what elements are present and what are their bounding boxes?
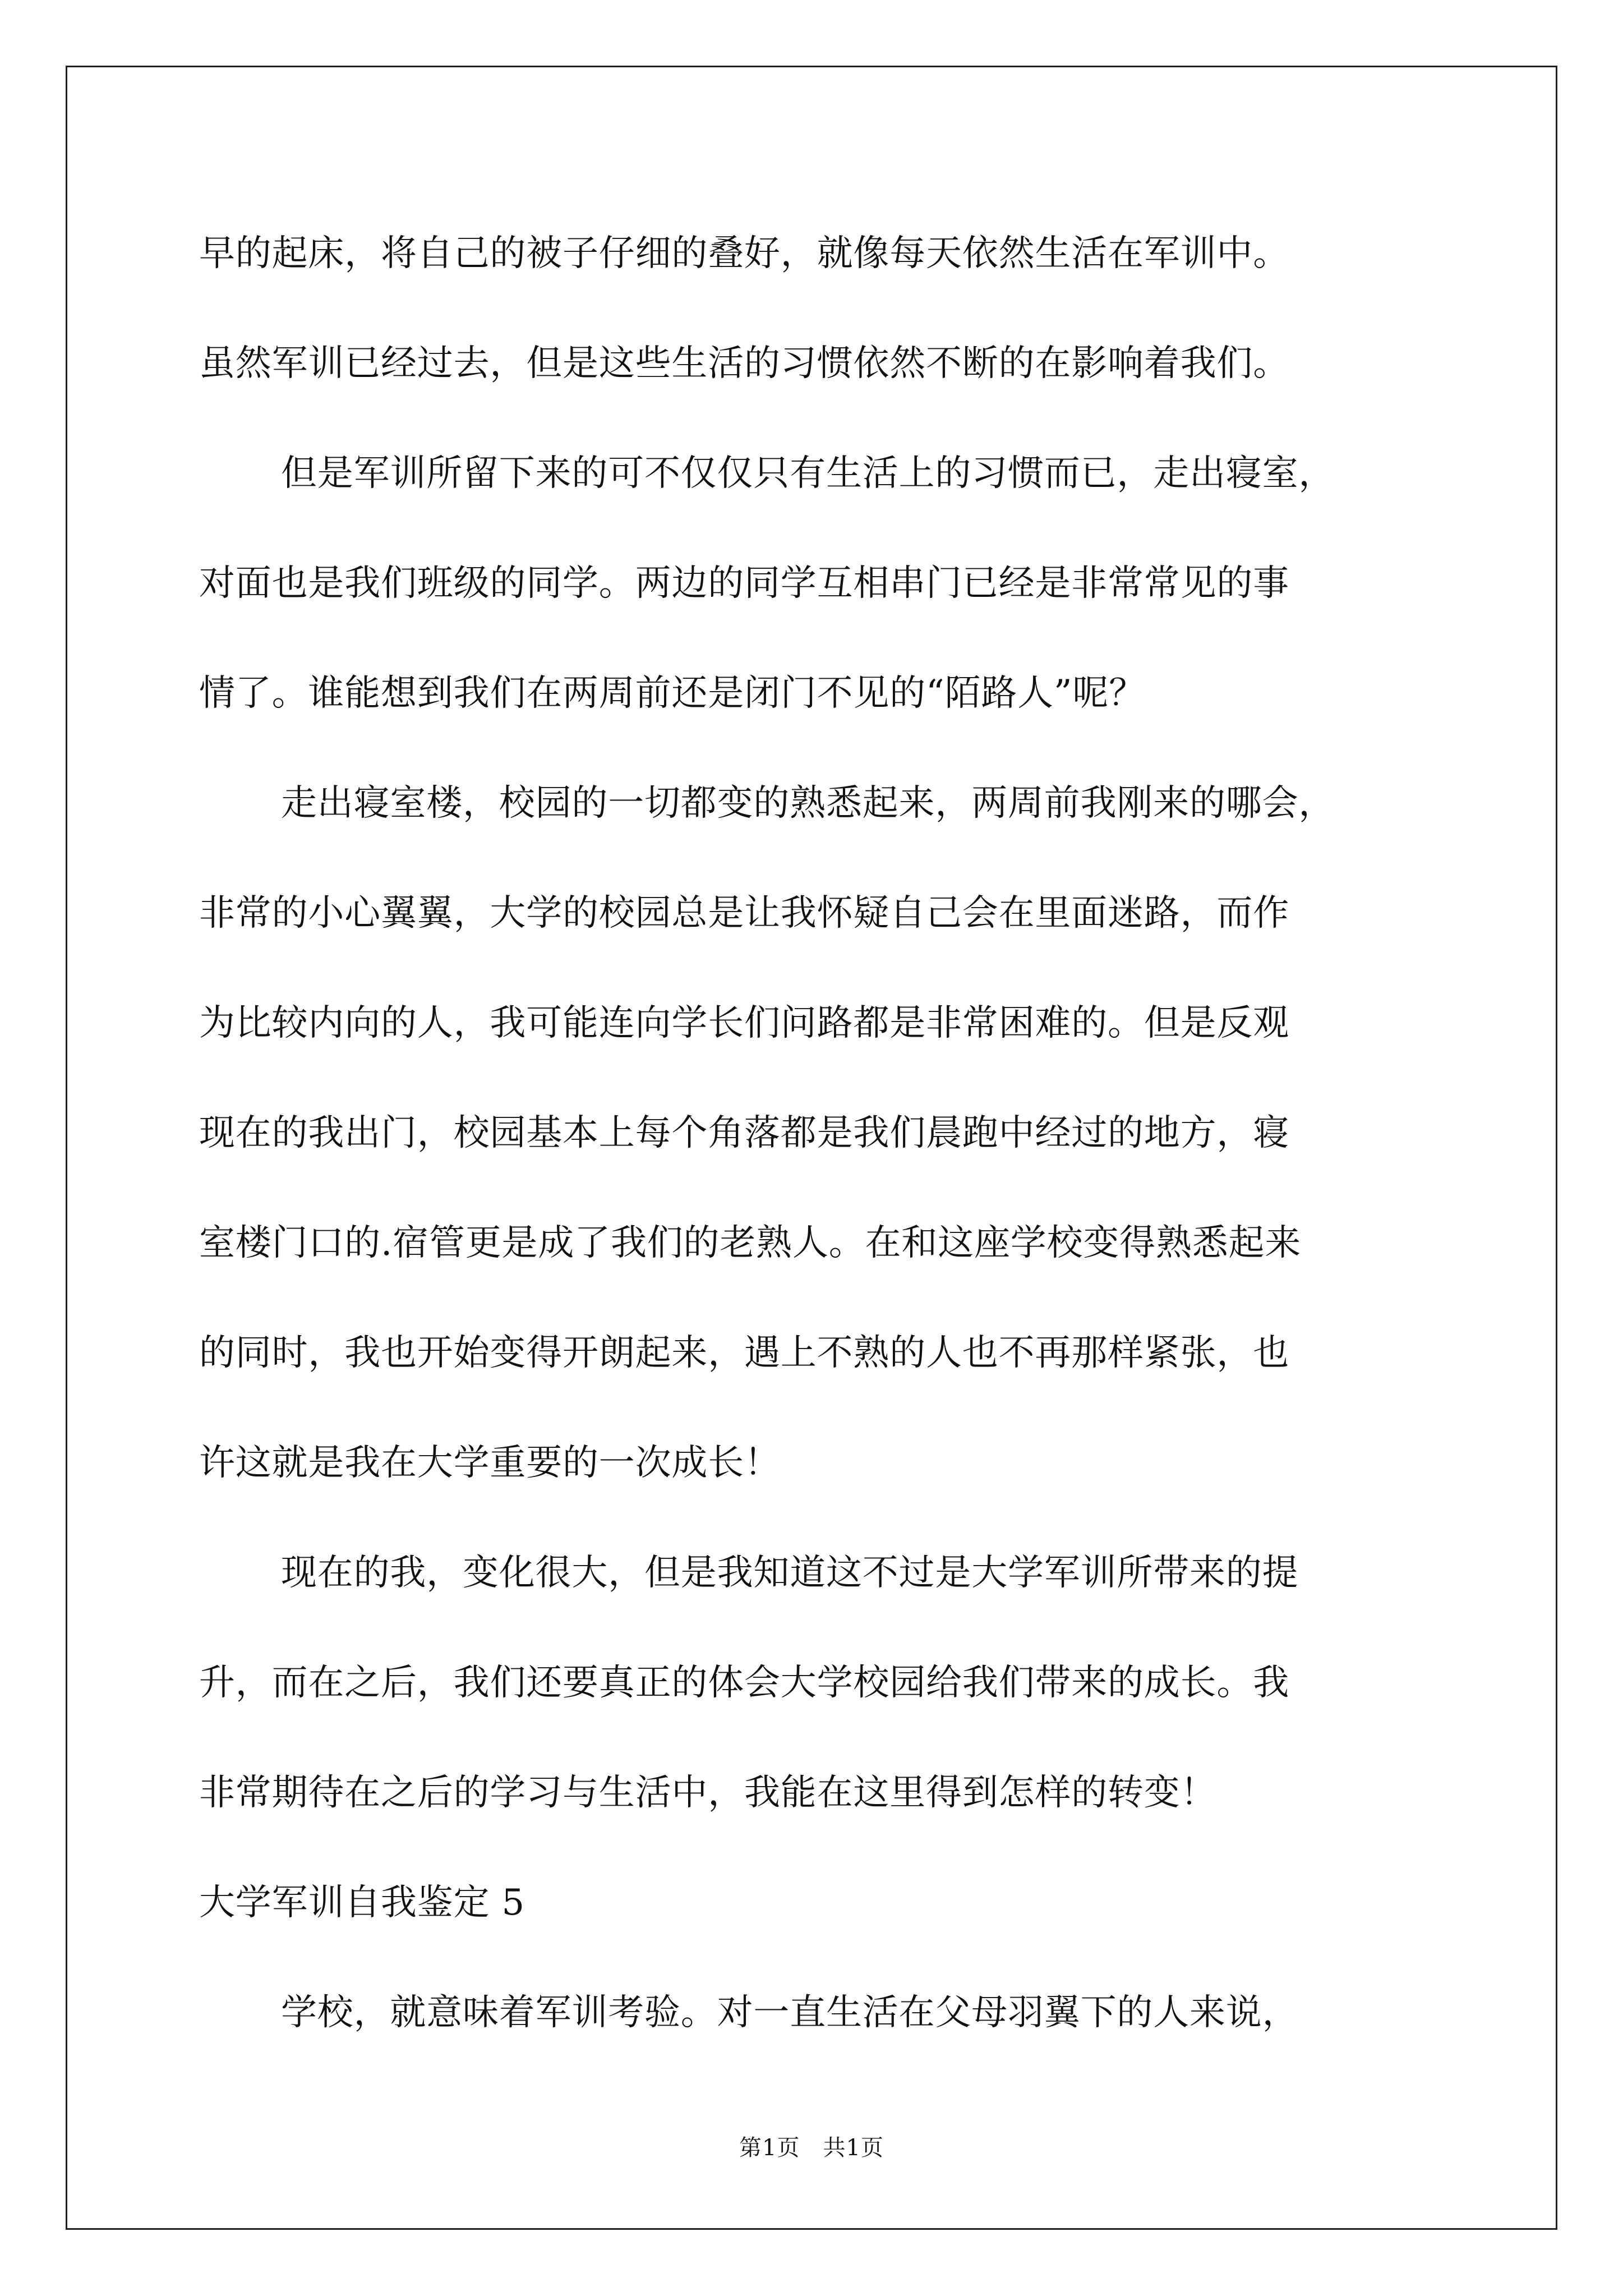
text-line-4: 对面也是我们班级的同学。两边的同学互相串门已经是非常常见的事 bbox=[199, 563, 1289, 604]
text-line-5: 情了。谁能想到我们在两周前还是闭门不见的“陌路人”呢？ bbox=[199, 673, 1146, 714]
text-line-9: 现在的我出门，校园基本上每个角落都是我们晨跑中经过的地方，寝 bbox=[199, 1112, 1289, 1154]
text-line-15: 非常期待在之后的学习与生活中，我能在这里得到怎样的转变！ bbox=[199, 1772, 1217, 1814]
text-line-14: 升，而在之后，我们还要真正的体会大学校园给我们带来的成长。我 bbox=[199, 1662, 1289, 1704]
text-line-11: 的同时，我也开始变得开朗起来，遇上不熟的人也不再那样紧张，也 bbox=[199, 1332, 1289, 1374]
text-line-1: 早的起床，将自己的被子仔细的叠好，就像每天依然生活在军训中。 bbox=[199, 233, 1289, 274]
text-line-12: 许这就是我在大学重要的一次成长！ bbox=[199, 1442, 781, 1484]
text-line-8: 为比较内向的人，我可能连向学长们问路都是非常困难的。但是反观 bbox=[199, 1002, 1289, 1044]
section-heading: 大学军训自我鉴定 5 bbox=[199, 1882, 525, 1924]
text-line-2: 虽然军训已经过去，但是这些生活的习惯依然不断的在影响着我们。 bbox=[199, 343, 1289, 384]
paragraph-start-line-6: 走出寝室楼，校园的一切都变的熟悉起来，两周前我刚来的哪会， bbox=[281, 783, 1335, 824]
paragraph-start-line-13: 现在的我，变化很大，但是我知道这不过是大学军训所带来的提 bbox=[281, 1552, 1299, 1594]
paragraph-start-line-17: 学校，就意味着军训考验。对一直生活在父母羽翼下的人来说， bbox=[281, 1992, 1299, 2033]
paragraph-start-line-3: 但是军训所留下来的可不仅仅只有生活上的习惯而已，走出寝室， bbox=[281, 453, 1335, 494]
text-line-10: 室楼门口的.宿管更是成了我们的老熟人。在和这座学校变得熟悉起来 bbox=[199, 1222, 1302, 1264]
page-footer: 第1页 共1页 bbox=[739, 2135, 884, 2161]
text-line-7: 非常的小心翼翼，大学的校园总是让我怀疑自己会在里面迷路，而作 bbox=[199, 892, 1289, 934]
